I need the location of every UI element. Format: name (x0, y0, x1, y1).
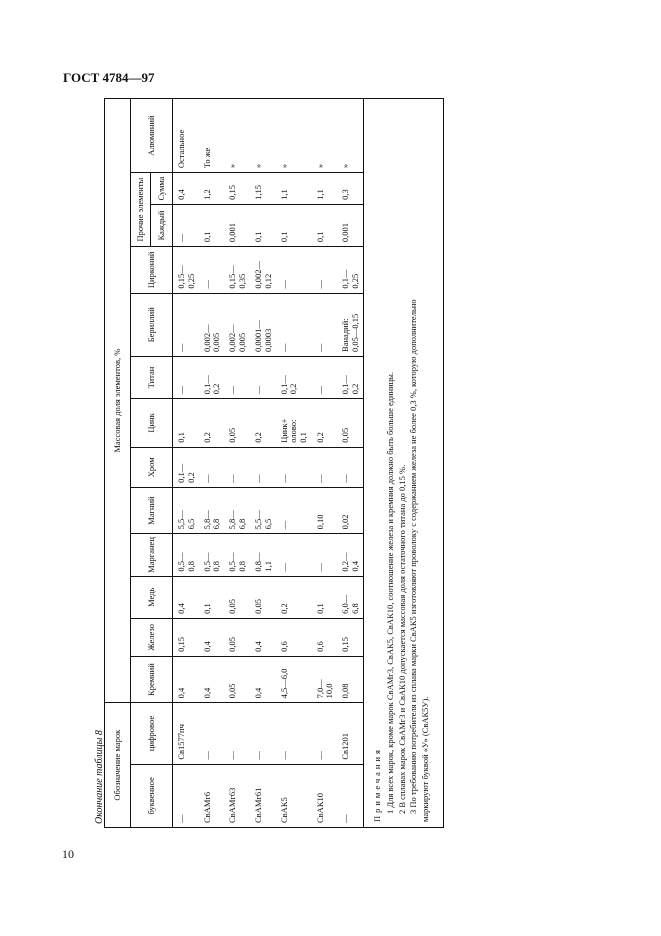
header-sum: Сумма (151, 173, 173, 205)
note-3-continued: маркируют буквой «У» (СвАК5У). (419, 696, 430, 822)
table-cell: — (312, 703, 338, 764)
table-cell: 0,2 (276, 576, 312, 618)
table-cell: 0,10 (312, 487, 338, 533)
table-cell: 0,8— 1,1 (250, 534, 276, 576)
table-cell: 0,1— 0,2 (173, 447, 199, 487)
table-cell: — (224, 356, 250, 398)
table-cell: 0,1 (199, 204, 225, 246)
table-cell: СвАМг6 (199, 764, 225, 827)
header-element: Бериллий (131, 293, 173, 356)
table-cell: 0,15— 0,25 (173, 247, 199, 293)
table-cell: — (312, 293, 338, 356)
table-cell: 0,1 (199, 576, 225, 618)
table-cell: — (276, 703, 312, 764)
table-cell: — (250, 447, 276, 487)
table-cell: 0,05 (250, 576, 276, 618)
table-cell: 0,05 (224, 399, 250, 448)
header-element: Железо (131, 618, 173, 656)
table-cell: — (199, 247, 225, 293)
table-cell: 0,4 (199, 656, 225, 702)
table-cell: » (250, 99, 276, 173)
table-cell: 0,6 (312, 618, 338, 656)
table-cell: — (337, 447, 363, 487)
table-cell: 5,5— 6,5 (173, 487, 199, 533)
table-cell: — (173, 293, 199, 356)
table-cell: СвАМг63 (224, 764, 250, 827)
table-cell: » (337, 99, 363, 173)
table-cell: 4,5—6,0 (276, 656, 312, 702)
header-element: Медь (131, 576, 173, 618)
header-letter: буквенное (131, 764, 173, 827)
table-row (250, 99, 276, 828)
table-cell: 0,0001— 0,0003 (250, 293, 276, 356)
table-cell: 5,5— 6,5 (250, 487, 276, 533)
table-body (173, 99, 364, 828)
header-element: Магний (131, 487, 173, 533)
table-cell: То же (199, 99, 225, 173)
table-row (337, 99, 363, 828)
table-caption: Окончание таблицы 8 (94, 730, 105, 824)
header-each: Каждый (151, 204, 173, 246)
table-cell: 0,1— 0,2 (337, 356, 363, 398)
table-cell: Остальное (173, 99, 199, 173)
composition-table (104, 98, 364, 828)
table-cell: СвАК10 (312, 764, 338, 827)
table-cell: 0,5— 0,8 (173, 534, 199, 576)
document-header: ГОСТ 4784—97 (63, 70, 155, 85)
table-cell: — (312, 356, 338, 398)
table-cell: Св1577пч (173, 703, 199, 764)
table-cell: 0,2 (199, 399, 225, 448)
table-cell: 0,15 (173, 618, 199, 656)
table-cell: 0,2 (312, 399, 338, 448)
table-cell: » (312, 99, 338, 173)
table-cell: 0,05 (224, 656, 250, 702)
header-element: Марганец (131, 534, 173, 576)
table-cell: — (199, 703, 225, 764)
table-cell: — (250, 356, 276, 398)
table-cell: СвАМг61 (250, 764, 276, 827)
table-cell: СвАК5 (276, 764, 312, 827)
rotated-table-block (94, 88, 454, 828)
table-row (312, 99, 338, 828)
table-cell: 7,0— 10,0 (312, 656, 338, 702)
table-cell: 0,1 (312, 204, 338, 246)
table-cell: 0,4 (199, 618, 225, 656)
table-cell: 0,1 (276, 204, 312, 246)
table-cell: — (312, 447, 338, 487)
table-cell: 1,1 (276, 173, 312, 205)
table-cell: 0,1 (173, 399, 199, 448)
table-cell: » (224, 99, 250, 173)
table-cell: 0,1 (312, 576, 338, 618)
table-cell: 0,1— 0,2 (199, 356, 225, 398)
table-cell: 0,05 (224, 576, 250, 618)
table-cell: 0,4 (173, 576, 199, 618)
table-cell: 0,2— 0,4 (337, 534, 363, 576)
table-cell: 6,0— 6,8 (337, 576, 363, 618)
header-aluminium: Алюминий (131, 99, 173, 173)
table-cell: 0,15 (224, 173, 250, 205)
table-cell: 0,5— 0,8 (199, 534, 225, 576)
note-2: 2 В сплавах марок СвАМг3 и СвАК10 допускается массовая доля остаточного титана до 0,15 %. (396, 464, 407, 814)
table-cell: 0,001 (337, 204, 363, 246)
note-3: 3 По требованию потребителя из сплава марки СвАК5 изготовляют проволоку с содержанием железа не более 0,3 %, которую дополнительно (408, 299, 419, 814)
table-cell: 0,1— 0,25 (337, 247, 363, 293)
table-cell: — (276, 487, 312, 533)
table-cell: 0,4 (250, 618, 276, 656)
table-cell: 0,6 (276, 618, 312, 656)
note-1: 1 Для всех марок, кроме марок СвАМг3, СвАК5, СвАК10, соотношение железа и кремния должно быть больше единицы. (385, 371, 396, 814)
table-cell: 0,2 (250, 399, 276, 448)
table-cell: 0,5— 0,8 (224, 534, 250, 576)
table-cell: — (276, 247, 312, 293)
header-element: Титан (131, 356, 173, 398)
table-cell: 1,15 (250, 173, 276, 205)
table-row (173, 99, 199, 828)
table-cell: 5,8— 6,8 (199, 487, 225, 533)
table-cell: 0,1 (250, 204, 276, 246)
table-cell: Ванадий: 0,05—0,15 (337, 293, 363, 356)
table-cell: 0,02 (337, 487, 363, 533)
table-row (276, 99, 312, 828)
table-cell: — (173, 204, 199, 246)
notes (372, 102, 431, 822)
table-cell: Св1201 (337, 703, 363, 764)
table-cell: 0,05 (337, 399, 363, 448)
table-cell: 0,001 (224, 204, 250, 246)
table-cell: 0,4 (250, 656, 276, 702)
header-designation: Обозначение марок (105, 703, 131, 828)
table-cell: 0,002— 0,005 (224, 293, 250, 356)
table-cell: — (224, 447, 250, 487)
notes-title: Примечания (372, 747, 382, 822)
table-cell: 0,4 (173, 656, 199, 702)
table-cell: 0,08 (337, 656, 363, 702)
header-element: Цинк (131, 399, 173, 448)
table-cell: — (276, 293, 312, 356)
table-cell: — (250, 703, 276, 764)
table-cell: 0,002— 0,005 (199, 293, 225, 356)
page-number: 10 (62, 847, 74, 861)
table-cell: Цинк+ олово: 0,1 (276, 399, 312, 448)
table-cell: 0,4 (173, 173, 199, 205)
table-cell: 0,15— 0,35 (224, 247, 250, 293)
table-cell: 0,3 (337, 173, 363, 205)
table-cell: 0,05 (224, 618, 250, 656)
table-cell: » (276, 99, 312, 173)
table-cell: 0,002— 0,12 (250, 247, 276, 293)
table-cell: — (173, 356, 199, 398)
header-digital: цифровое (131, 703, 173, 764)
table-cell: — (276, 534, 312, 576)
table-row (224, 99, 250, 828)
table-cell: 1,2 (199, 173, 225, 205)
table-cell: — (173, 764, 199, 827)
table-cell: — (312, 247, 338, 293)
table-cell: — (224, 703, 250, 764)
header-other-elements: Прочие элементы (131, 173, 151, 247)
header-mass-fraction: Массовая доля элементов, % (105, 99, 131, 703)
table-cell: 0,15 (337, 618, 363, 656)
table-cell: 5,8— 6,8 (224, 487, 250, 533)
table-cell: 1,1 (312, 173, 338, 205)
table-cell: — (312, 534, 338, 576)
table-row (199, 99, 225, 828)
header-element: Цирконий (131, 247, 173, 293)
table-cell: — (199, 447, 225, 487)
header-element: Хром (131, 447, 173, 487)
table-cell: — (337, 764, 363, 827)
table-cell: 0,1— 0,2 (276, 356, 312, 398)
table-cell: — (276, 447, 312, 487)
header-element: Кремний (131, 656, 173, 702)
